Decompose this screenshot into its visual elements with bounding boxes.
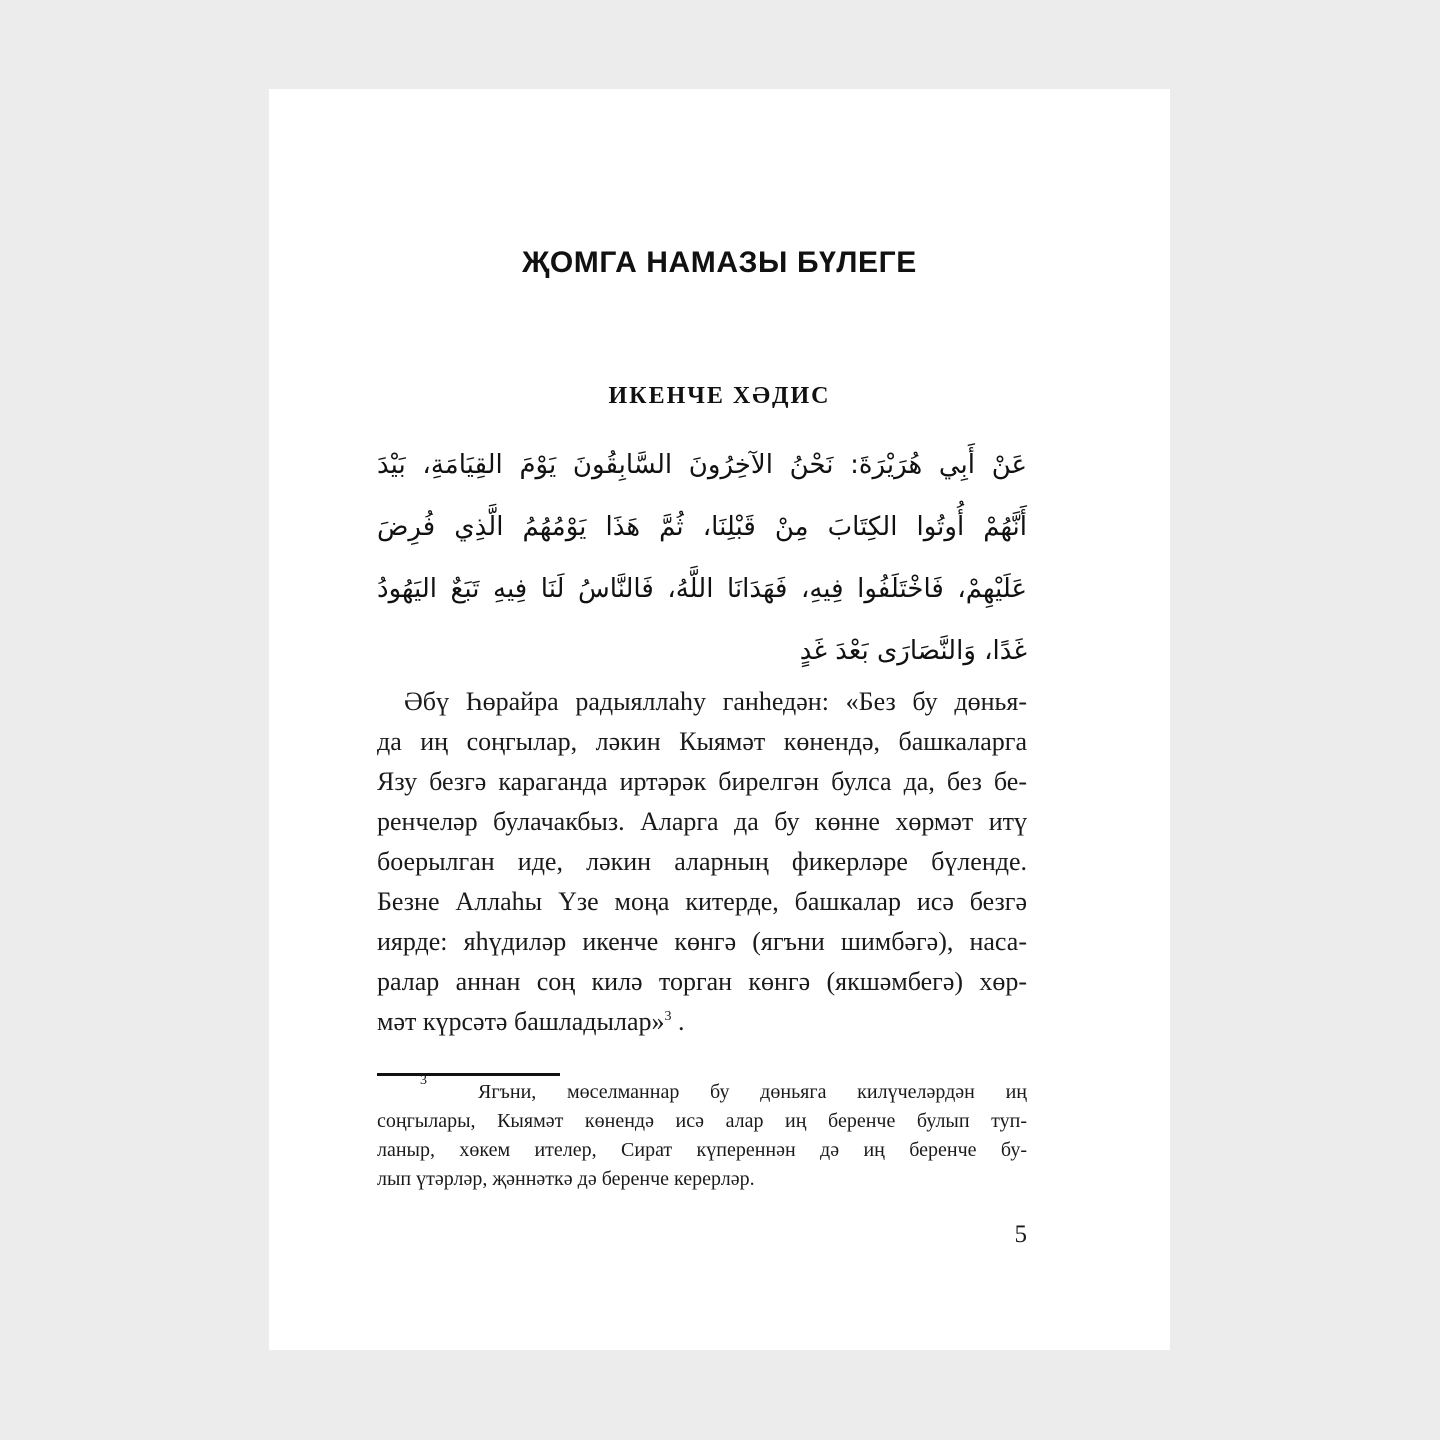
paragraph-line: боерылган иде, ләкин аларның фикерләре бүленде. <box>377 847 1027 876</box>
paragraph-line: ралар аннан соң килә торган көнгә (якшәмбегә) хөр- <box>377 967 1027 996</box>
footnote-line: ланыр, хөкем ителер, Сират күпереннән дә иң беренче бу- <box>377 1139 1027 1161</box>
paragraph-line: Безне Аллаһы Үзе моңа китерде, башкалар исә безгә <box>377 887 1027 916</box>
footnote-divider <box>377 1073 560 1076</box>
footnote-line: соңгылары, Кыямәт көнендә исә алар иң беренче булып туп- <box>377 1110 1027 1132</box>
paragraph-line-text: мәт күрсәтә башладылар» <box>377 1007 665 1036</box>
arabic-line: أَنَّهُمْ أُوتُوا الكِتَابَ مِنْ قَبْلِنَا، ثُمَّ هَذَا يَوْمُهُمُ الَّذِي فُرِضَ <box>377 512 1027 542</box>
arabic-line: عَلَيْهِمْ، فَاخْتَلَفُوا فِيهِ، فَهَدَانَا اللَّهُ، فَالنَّاسُ لَنَا فِيهِ تَبَعٌ اليَهُودُ <box>377 574 1027 604</box>
paragraph-line: Әбү Һөрайра радыяллаһу ганһедән: «Без бу дөнья- <box>404 687 1027 716</box>
page-number: 5 <box>1014 1221 1027 1248</box>
footnote <box>377 1073 1027 1194</box>
footnote-line: лып үтәрләр, җәннәткә дә беренче керерләр. <box>377 1168 755 1190</box>
paragraph-line: да иң соңгылар, ләкин Кыямәт көнендә, башкаларга <box>377 727 1027 756</box>
book-page <box>269 89 1170 1350</box>
section-subtitle: ИКЕНЧЕ ХӘДИС <box>608 383 831 409</box>
arabic-line: عَنْ أَبِي هُرَيْرَةَ: نَحْنُ الآخِرُونَ السَّابِقُونَ يَوْمَ القِيَامَةِ، بَيْدَ <box>377 450 1027 480</box>
arabic-hadith-text <box>377 434 1027 682</box>
paragraph-line-end: . <box>671 1007 685 1036</box>
paragraph-line <box>377 1002 1027 1042</box>
paragraph-line: Язу безгә караганда иртәрәк бирелгән булса да, без бе- <box>377 767 1027 796</box>
paragraph-line: иярде: яһүдиләр икенче көнгә (ягъни шимбәгә), наса- <box>377 927 1027 956</box>
translation-paragraph <box>377 682 1027 1042</box>
arabic-line: غَدًا، وَالنَّصَارَى بَعْدَ غَدٍ <box>799 636 1027 666</box>
footnote-reference: 3 <box>664 1009 672 1024</box>
footnote-line-text: Ягъни, мөселманнар бу дөньяга килүчеләрдән иң <box>478 1081 1027 1103</box>
chapter-title: ҖОМГА НАМАЗЫ БҮЛЕГЕ <box>522 246 917 279</box>
footnote-number: 3 <box>420 1073 427 1088</box>
paragraph-line: ренчеләр булачакбыз. Аларга да бу көнне хөрмәт итү <box>377 807 1027 836</box>
footnote-line <box>377 1073 1027 1107</box>
